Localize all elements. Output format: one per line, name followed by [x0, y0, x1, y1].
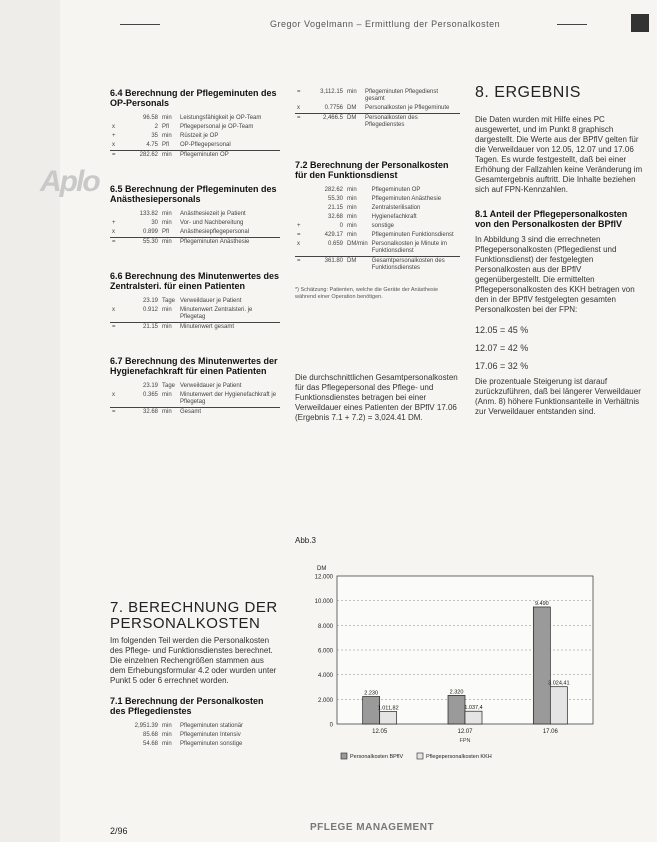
y-tick-label: 4.000	[317, 673, 333, 680]
cell-value: 429.17	[324, 232, 343, 238]
table-row	[295, 104, 460, 114]
x-axis-label: FPN	[459, 738, 471, 744]
cell-description: Personalkosten je Pflegeminute	[365, 105, 450, 111]
table-row	[295, 195, 460, 204]
cell-operator	[295, 204, 305, 213]
table-row	[110, 722, 280, 731]
section-6-4-table	[110, 114, 280, 160]
table-row	[295, 88, 460, 104]
bar-data-label: 3.024,41	[548, 680, 570, 687]
cell-operator	[110, 114, 120, 123]
cell-value: 32.68	[120, 408, 160, 418]
table-row	[295, 114, 460, 131]
cell-value: 2,466.5	[305, 114, 345, 131]
cell-description: Pflegeminuten Anästhesie	[178, 238, 280, 248]
section-6-7	[110, 356, 280, 417]
cell-operator: x	[297, 105, 300, 111]
right-column	[475, 84, 645, 417]
cell-value: 35	[151, 133, 158, 139]
cell-operator	[110, 210, 120, 219]
table-row	[110, 114, 280, 123]
cell-operator: +	[112, 133, 116, 139]
cell-description: Pflegeminuten Pflegedienst gesamt	[365, 89, 439, 102]
cell-value: 3,112.15	[320, 89, 343, 95]
table-row	[110, 323, 280, 333]
section-6-7-table	[110, 382, 280, 417]
table-row	[295, 240, 460, 257]
cell-description: Pflegeminuten Anästhesie	[371, 196, 442, 202]
cell-operator	[110, 382, 120, 391]
cell-unit: min	[162, 133, 172, 139]
cell-unit: min	[162, 392, 172, 398]
section-7	[110, 600, 280, 749]
legend-swatch	[341, 753, 347, 759]
cell-value: 23.19	[142, 383, 158, 389]
cell-operator: =	[110, 408, 120, 418]
cell-unit: DM	[347, 105, 357, 111]
cell-unit: Pfl	[162, 142, 170, 148]
cell-operator: =	[295, 257, 305, 274]
cell-value: 96.58	[142, 115, 158, 121]
cell-operator: x	[112, 124, 115, 130]
share-1: 12.05 = 45 %	[475, 325, 529, 335]
share-2: 12.07 = 42 %	[475, 343, 529, 353]
section-7-2-table	[295, 186, 460, 273]
table-row	[110, 210, 280, 219]
cell-operator	[110, 297, 120, 306]
cell-description: Pflegeminuten Intensiv	[180, 732, 241, 738]
cell-description: Pflegeminuten sonstige	[180, 741, 243, 747]
bar-data-label: 2.230	[364, 690, 379, 697]
cell-operator	[295, 213, 305, 222]
cell-value: 0.899	[142, 229, 158, 235]
cell-unit: min	[347, 205, 357, 211]
section-8-1-text: In Abbildung 3 sind die errechneten Pflegepersonalkosten (Pflegedienst und Funktionsdienst) der festgelegten Personalkosten aus der BPflV gegenübergestellt. Die ermittelten Pflegepersonalkosten des KKH betragen von den in der BPflV festgelegten gesamten Personalkosten bei der FPN:	[475, 235, 635, 314]
cell-operator: =	[297, 89, 301, 95]
cell-description: Leistungsfähigkeit je OP-Team	[180, 115, 262, 121]
table-row	[110, 382, 280, 391]
cell-value: 2	[154, 124, 158, 130]
table-row	[110, 141, 280, 151]
edge-watermark: Aplo	[40, 165, 99, 198]
cell-operator: +	[297, 223, 301, 229]
cell-operator: x	[297, 241, 300, 247]
cell-value: 0.912	[142, 307, 158, 313]
cell-value: 85.68	[142, 732, 158, 738]
cell-unit: Pfl	[162, 124, 170, 130]
book-spine	[0, 0, 60, 842]
cell-description: Vor- und Nachbereitung	[180, 220, 244, 226]
conclusion-text: Die durchschnittlichen Gesamtpersonalkosten für das Pflegepersonal des Pflege- und Funktionsdienstes betragen bei einer Verweildauer eines Patienten der BPflV 17.06 (Ergebnis 7.1 + 7.2) = 3,024.41 DM.	[295, 373, 458, 422]
y-tick-label: 12.000	[314, 574, 333, 581]
footer-brand: PFLEGE MANAGEMENT	[310, 822, 435, 833]
cell-value: 361.80	[305, 257, 345, 274]
table-row	[110, 731, 280, 740]
cell-description: Anästhesiepflegepersonal	[180, 229, 250, 235]
cell-description: Pflegeminuten OP	[178, 151, 280, 161]
cell-unit: min	[160, 151, 178, 161]
section-8-heading: 8. ERGEBNIS	[475, 84, 581, 101]
cell-operator: =	[297, 232, 301, 238]
header-rule-right	[557, 24, 587, 25]
cell-operator: =	[295, 114, 305, 131]
cell-operator: x	[112, 229, 115, 235]
cell-description: Pflegeminuten OP	[371, 187, 421, 193]
cell-description: Minutenwert Zentralsteri. je Pflegetag	[180, 307, 253, 320]
cell-description: Zentralsterilisation	[371, 205, 421, 211]
left-column	[110, 88, 280, 417]
cell-description: Rüstzeit je OP	[180, 133, 219, 139]
section-6-4	[110, 88, 280, 160]
share-3: 17.06 = 32 %	[475, 361, 529, 371]
cell-unit: Pfl	[162, 229, 170, 235]
cell-unit: min	[160, 408, 178, 418]
bar-chart	[295, 546, 607, 786]
cell-value: 282.62	[120, 151, 160, 161]
bar-data-label: 9.490	[534, 600, 549, 607]
cell-operator	[110, 740, 120, 749]
footnote: *) Schätzung: Patienten, welche die Geräte der Anästhesie während einer Operation benötigen.	[295, 287, 439, 300]
cell-unit: DM	[345, 257, 370, 274]
section-6-6-table	[110, 297, 280, 332]
cell-value: 0.7756	[324, 105, 343, 111]
cell-description: OP-Pflegepersonal	[180, 142, 231, 148]
table-row	[295, 257, 460, 274]
running-header	[120, 14, 657, 34]
cell-value: 2,951.39	[134, 723, 158, 729]
section-6-4-heading: 6.4 Berechnung der Pflegeminuten des OP-Personals	[110, 88, 277, 108]
page-number: 2/96	[110, 826, 128, 836]
section-6-5	[110, 184, 280, 247]
legend-label: Pflegepersonalkosten KKH	[426, 754, 492, 760]
cell-description: Anästhesiezeit je Patient	[180, 211, 246, 217]
table-row	[110, 408, 280, 418]
section-8-text: Die Daten wurden mit Hilfe eines PC ausgewertet, und im Punkt 8 graphisch dargestellt. Die Werte aus der BPflV gelten für die Verweildauer von 12.05, 12.07 und 17.06 Tagen. Es wurde festgestellt, daß bei einer Erhöhung der Fallzahlen keine Veränderung im Gesamtergebnis auftritt. Die Inhalte beziehen sich auf FPN-Kennzahlen.	[475, 115, 643, 194]
bar	[533, 607, 550, 724]
x-tick-label: 17.06	[542, 729, 558, 735]
x-tick-label: 12.07	[457, 729, 473, 735]
cell-unit: min	[347, 232, 357, 238]
section-6-7-heading: 6.7 Berechnung des Minutenwertes der Hygienefachkraft für einen Patienten	[110, 356, 278, 376]
cell-unit: min	[162, 732, 172, 738]
figure-label: Abb.3	[295, 536, 316, 545]
table-row	[110, 123, 280, 132]
legend-swatch	[417, 753, 423, 759]
cell-unit: DM/min	[347, 241, 368, 247]
table-row	[110, 132, 280, 141]
bar	[380, 712, 397, 724]
table-row	[110, 740, 280, 749]
cell-operator	[110, 722, 120, 731]
table-row	[110, 297, 280, 306]
cell-unit: min	[162, 741, 172, 747]
cell-operator	[110, 731, 120, 740]
cell-operator: =	[110, 151, 120, 161]
y-tick-label: 8.000	[317, 623, 333, 630]
cell-value: 23.19	[142, 298, 158, 304]
cell-operator	[295, 195, 305, 204]
cell-description: Pflegeminuten Funktionsdienst	[371, 232, 454, 238]
cell-unit: min	[162, 723, 172, 729]
table-row	[295, 231, 460, 240]
header-title: Gregor Vogelmann – Ermittlung der Personalkosten	[270, 19, 501, 29]
cell-value: 0.365	[142, 392, 158, 398]
section-7-heading: 7. BERECHNUNG DER PERSONALKOSTEN	[110, 599, 278, 632]
cell-unit: Tage	[162, 298, 176, 304]
cell-operator: =	[110, 323, 120, 333]
table-row	[110, 238, 280, 248]
middle-column	[295, 88, 460, 423]
cell-value: 4.75	[146, 142, 158, 148]
y-tick-label: 6.000	[317, 648, 333, 655]
cell-unit: min	[162, 115, 172, 121]
y-axis-label: DM	[317, 566, 327, 572]
cell-value: 21.15	[120, 323, 160, 333]
cell-unit: min	[347, 89, 357, 95]
table-row	[110, 219, 280, 228]
figure-3	[295, 536, 607, 786]
table-row	[110, 306, 280, 323]
cell-value: 0.659	[327, 241, 343, 247]
table-row	[110, 151, 280, 161]
section-7-1-heading: 7.1 Berechnung der Personalkosten des Pflegedienstes	[110, 696, 264, 716]
cell-value: 54.68	[142, 741, 158, 747]
cell-operator	[295, 186, 305, 195]
bar-data-label: 1.011,82	[377, 705, 399, 712]
section-7-2-heading: 7.2 Berechnung der Personalkosten für den Funktionsdienst	[295, 160, 449, 180]
section-6-5-table	[110, 210, 280, 247]
table-row	[110, 391, 280, 408]
cell-description: Minutenwert der Hygienefachkraft je Pflegetag	[180, 392, 277, 405]
cell-unit: Tage	[162, 383, 176, 389]
cell-unit: min	[160, 323, 178, 333]
bar	[448, 695, 465, 724]
section-8-1-heading: 8.1 Anteil der Pflegepersonalkosten von den Personalkosten der BPflV	[475, 209, 628, 229]
cell-unit: min	[347, 223, 357, 229]
cell-description: Gesamt	[178, 408, 280, 418]
pflegedienst-table	[295, 88, 460, 130]
corner-tab	[631, 14, 649, 32]
cell-value: 32.68	[327, 214, 343, 220]
table-row	[295, 204, 460, 213]
section-8-closing: Die prozentuale Steigerung ist darauf zurückzuführen, daß bei längerer Verweildauer (Anm. 8) höhere Funktionsanteile in Verhältnis zur Verweildauer entstanden sind.	[475, 377, 641, 416]
table-row	[110, 228, 280, 238]
bar-data-label: 1.037,4	[464, 705, 483, 712]
cell-value: 133.82	[139, 211, 158, 217]
cell-description: Personalkosten je Minute im Funktionsdienst	[371, 241, 448, 254]
section-7-text: Im folgenden Teil werden die Personalkosten des Pflege- und Funktionsdienstes berechnet. Die einzelnen Rechengrößen stammen aus dem Erhebungsformular 4.2 oder wurden unter Punkt 5 oder 6 errechnet worden.	[110, 636, 277, 685]
header-rule-left	[120, 24, 160, 25]
bar	[465, 711, 482, 724]
cell-value: 55.30	[327, 196, 343, 202]
section-6-6	[110, 271, 280, 332]
cell-description: Gesamtpersonalkosten des Funktionsdienstes	[370, 257, 460, 274]
cell-operator: =	[110, 238, 120, 248]
cell-description: Verweildauer je Patient	[180, 383, 242, 389]
cell-operator: x	[112, 142, 115, 148]
cell-unit: min	[162, 220, 172, 226]
cell-value: 282.62	[324, 187, 343, 193]
cell-description: Pflegepersonal je OP-Team	[180, 124, 254, 130]
y-tick-label: 0	[329, 722, 333, 729]
cell-value: 0	[339, 223, 343, 229]
cell-description: Verweildauer je Patient	[180, 298, 242, 304]
cell-operator: +	[112, 220, 116, 226]
cell-unit: min	[347, 196, 357, 202]
cell-description: sonstige	[371, 223, 395, 229]
cell-description: Pflegeminuten stationär	[180, 723, 244, 729]
cell-operator: x	[112, 307, 115, 313]
cell-unit: min	[347, 214, 357, 220]
cell-unit: min	[162, 211, 172, 217]
legend-label: Personalkosten BPflV	[350, 754, 404, 760]
table-row	[295, 213, 460, 222]
cell-value: 21.15	[327, 205, 343, 211]
cell-unit: min	[162, 307, 172, 313]
bar	[550, 687, 567, 724]
x-tick-label: 12.05	[372, 729, 388, 735]
table-row	[295, 222, 460, 231]
y-tick-label: 2.000	[317, 697, 333, 704]
section-6-6-heading: 6.6 Berechnung des Minutenwertes des Zentralsteri. für einen Patienten	[110, 271, 280, 291]
section-7-1-table	[110, 722, 280, 749]
cell-value: 30	[151, 220, 158, 226]
section-6-5-heading: 6.5 Berechnung der Pflegeminuten des Anästhesiepersonals	[110, 184, 277, 204]
table-row	[295, 186, 460, 195]
bar-data-label: 2.320	[449, 689, 464, 696]
cell-unit: min	[347, 187, 357, 193]
cell-value: 55.30	[120, 238, 160, 248]
y-tick-label: 10.000	[314, 599, 333, 606]
cell-unit: min	[160, 238, 178, 248]
cell-description: Personalkosten des Pflegedienstes	[363, 114, 460, 131]
cell-description: Hygienefachkraft	[371, 214, 417, 220]
cell-operator: x	[112, 392, 115, 398]
cell-description: Minutenwert gesamt	[178, 323, 280, 333]
cell-unit: DM	[345, 114, 363, 131]
